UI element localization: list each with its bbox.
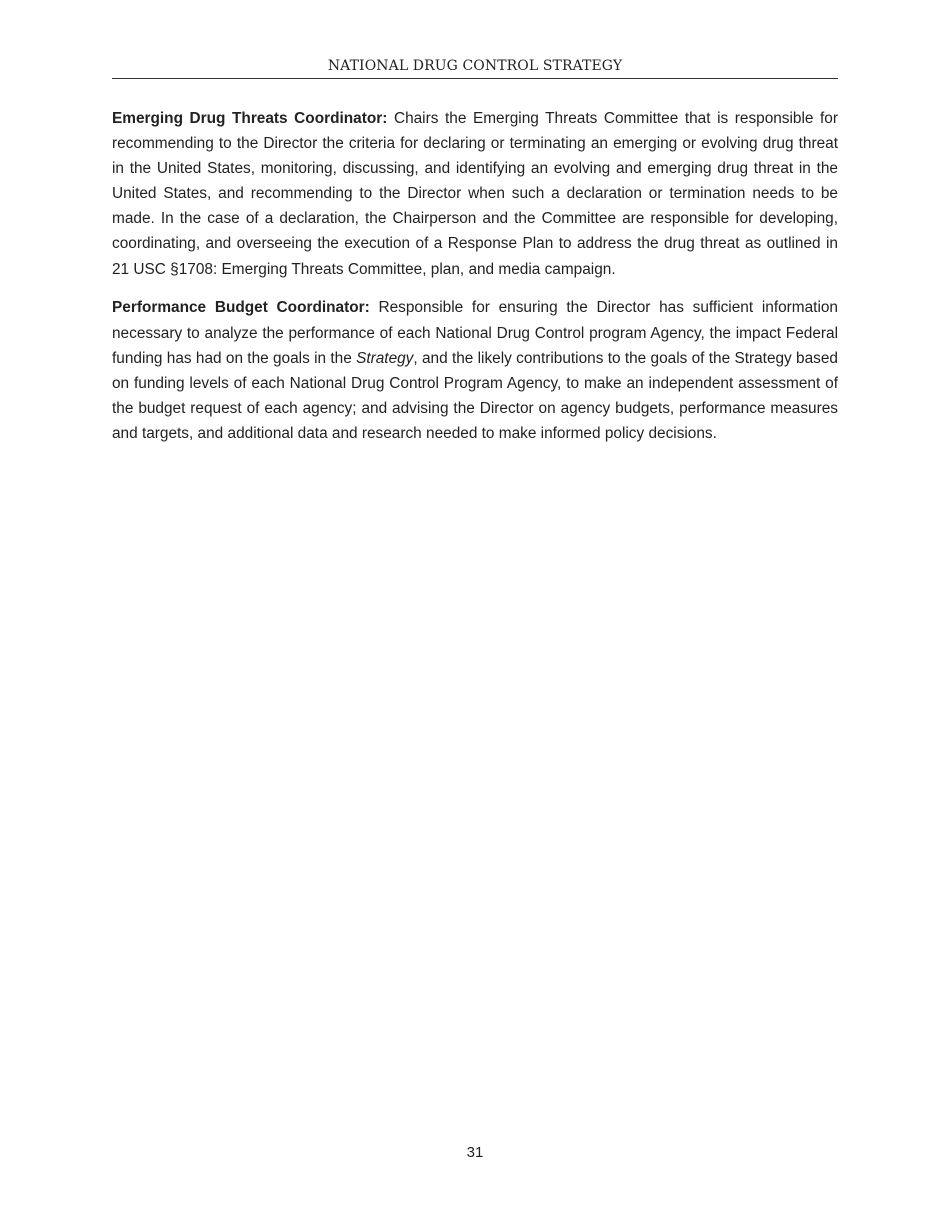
definition-performance-budget-coordinator-part-1: Responsible for ensuring the Director has sufficient information necessary to analyze the performance of each National Drug Control program Agency, the impact Federal funding has had on the goals in the: [112, 299, 838, 367]
definition-emerging-drug-threats-coordinator: Chairs the Emerging Threats Committee that is responsible for recommending to the Director the criteria for declaring or terminating an emerging or evolving drug threat in the United States, monitoring, discussing, and identifying an evolving and emerging drug threat in the United States, and recommending to the Director when such a declaration or termination needs to be made. In the case of a declaration, the Chairperson and the Committee are responsible for developing, coordinating, and overseeing the execution of a Response Plan to address the drug threat as outlined in 21 USC §1708: Emerging Threats Committee, plan, and media campaign.: [112, 110, 838, 278]
paragraph-performance-budget-coordinator: [112, 295, 838, 446]
term-performance-budget-coordinator: Performance Budget Coordinator:: [112, 299, 370, 317]
running-header: NATIONAL DRUG CONTROL STRATEGY: [112, 57, 838, 79]
page-body: [112, 106, 838, 460]
strategy-italic-title: Strategy: [356, 349, 414, 367]
paragraph-emerging-drug-threats-coordinator: [112, 106, 838, 282]
definition-performance-budget-coordinator-part-2: , and the likely contributions to the goals of the Strategy based on funding levels of each National Drug Control Program Agency, to make an independent assessment of the budget request of each agency; and advising the Director on agency budgets, performance measures and targets, and additional data and research needed to make informed policy decisions.: [112, 349, 838, 442]
term-emerging-drug-threats-coordinator: Emerging Drug Threats Coordinator:: [112, 110, 388, 127]
page-number: 31: [466, 1144, 484, 1161]
